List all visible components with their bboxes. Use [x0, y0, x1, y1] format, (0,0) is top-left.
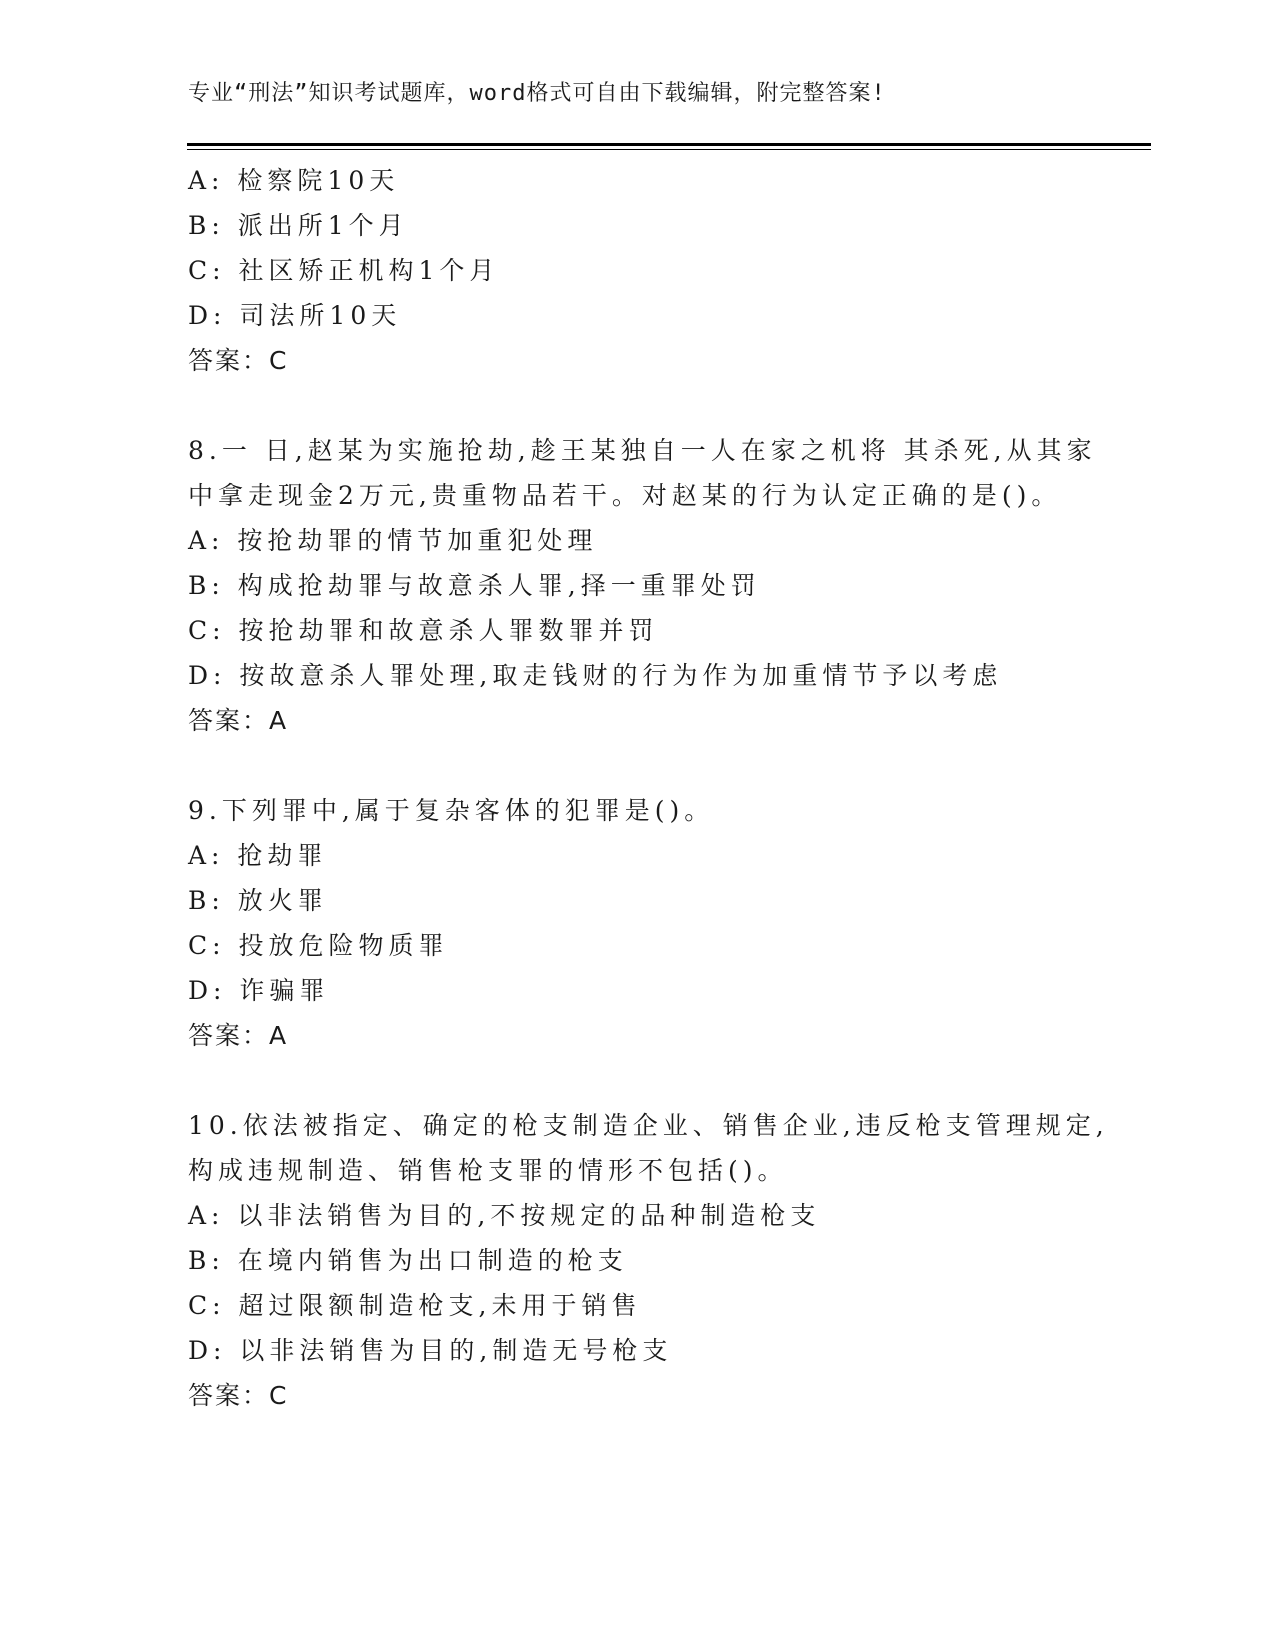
question-stem: 10.依法被指定、确定的枪支制造企业、销售企业,违反枪支管理规定, [188, 1111, 1109, 1140]
question-stem: 9.下列罪中,属于复杂客体的犯罪是()。 [188, 796, 715, 825]
answer-line: 答案：C [188, 346, 289, 375]
option-d: D: 司法所10天 [188, 301, 402, 330]
option-c: C: 超过限额制造枪支,未用于销售 [188, 1291, 642, 1320]
question-7-block [188, 158, 1138, 383]
option-c: C: 投放危险物质罪 [188, 931, 449, 960]
question-10-block [188, 1103, 1138, 1418]
option-d: D: 按故意杀人罪处理,取走钱财的行为作为加重情节予以考虑 [188, 661, 1003, 690]
question-stem: 中拿走现金2万元,贵重物品若干。对赵某的行为认定正确的是()。 [188, 481, 1062, 510]
question-9-block [188, 788, 1138, 1058]
question-stem: 构成违规制造、销售枪支罪的情形不包括()。 [188, 1156, 788, 1185]
option-b: B: 在境内销售为出口制造的枪支 [188, 1246, 628, 1275]
option-b: B: 派出所1个月 [188, 211, 409, 240]
question-content [188, 158, 1138, 1418]
answer-line: 答案：A [188, 1021, 289, 1050]
question-8-block [188, 428, 1138, 743]
option-c: C: 社区矫正机构1个月 [188, 256, 500, 285]
option-a: A: 检察院10天 [188, 166, 400, 195]
answer-line: 答案：C [188, 1381, 289, 1410]
question-stem: 8.一 日,赵某为实施抢劫,趁王某独自一人在家之机将 其杀死,从其家 [188, 436, 1097, 465]
option-c: C: 按抢劫罪和故意杀人罪数罪并罚 [188, 616, 659, 645]
header-rule-thin [187, 149, 1151, 150]
page-header: 专业“刑法”知识考试题库，word格式可自由下载编辑，附完整答案! [188, 81, 886, 106]
answer-line: 答案：A [188, 706, 289, 735]
option-a: A: 按抢劫罪的情节加重犯处理 [188, 526, 598, 555]
option-d: D: 诈骗罪 [188, 976, 330, 1005]
header-rule-thick [187, 143, 1151, 146]
option-a: A: 抢劫罪 [188, 841, 328, 870]
option-b: B: 放火罪 [188, 886, 328, 915]
option-a: A: 以非法销售为目的,不按规定的品种制造枪支 [188, 1201, 821, 1230]
option-d: D: 以非法销售为目的,制造无号枪支 [188, 1336, 673, 1365]
option-b: B: 构成抢劫罪与故意杀人罪,择一重罪处罚 [188, 571, 761, 600]
